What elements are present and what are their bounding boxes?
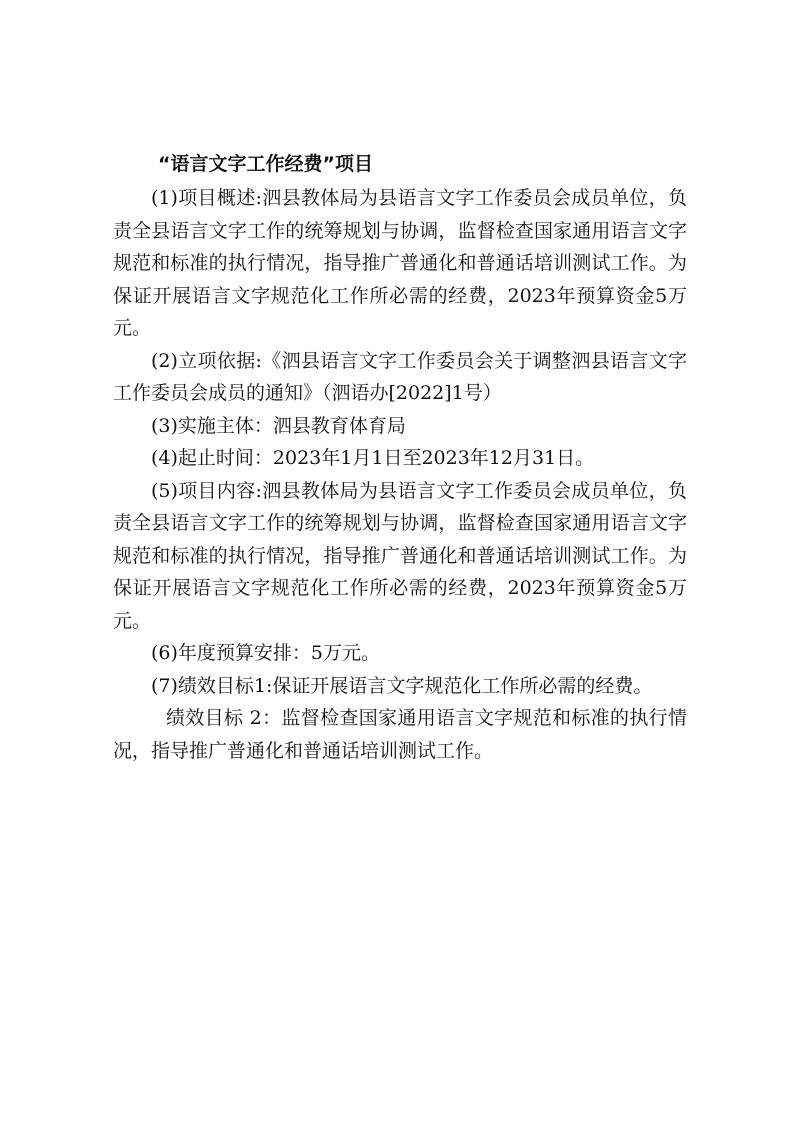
document-title: “语言文字工作经费”项目	[158, 153, 373, 175]
paragraph-goal-2: 绩效目标 2：监督检查国家通用语言文字规范和标准的执行情况，指导推广普通化和普通话培训测试工作。	[113, 707, 687, 762]
document-body	[113, 149, 687, 767]
paragraph-overview: (1)项目概述:泗县教体局为县语言文字工作委员会成员单位，负责全县语言文字工作的统筹规划与协调，监督检查国家通用语言文字规范和标准的执行情况，指导推广普通化和普通话培训测试工作。为保证开展语言文字规范化工作所必需的经费，2023年预算资金5万元。	[113, 187, 687, 339]
paragraph-basis: (2)立项依据:《泗县语言文字工作委员会关于调整泗县语言文字工作委员会成员的通知》（泗语办[2022]1号）	[113, 349, 687, 404]
paragraph-content: (5)项目内容:泗县教体局为县语言文字工作委员会成员单位，负责全县语言文字工作的统筹规划与协调，监督检查国家通用语言文字规范和标准的执行情况，指导推广普通化和普通话培训测试工作。为保证开展语言文字规范化工作所必需的经费，2023年预算资金5万元。	[113, 479, 687, 632]
paragraph-period: (4)起止时间：2023年1月1日至2023年12月31日。	[151, 447, 595, 469]
paragraph-implementer: (3)实施主体：泗县教育体育局	[151, 414, 406, 437]
paragraph-budget: (6)年度预算安排：5万元。	[151, 642, 381, 664]
paragraph-goal-1: (7)绩效目标1:保证开展语言文字规范化工作所必需的经费。	[151, 674, 653, 697]
